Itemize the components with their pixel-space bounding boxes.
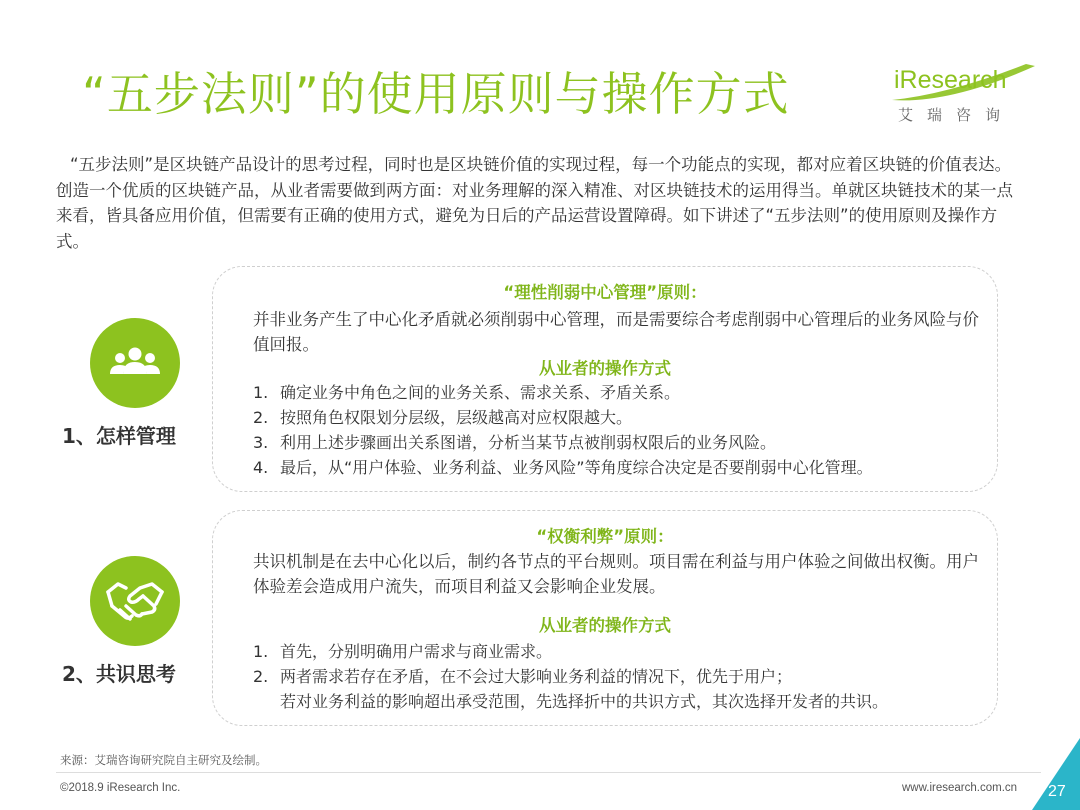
section-2-principle-title: “权衡利弊”原则： xyxy=(536,527,674,546)
logo-wordmark: iResearch xyxy=(894,66,1007,94)
section-1-ops-title: 从业者的操作方式 xyxy=(539,359,671,378)
source-note: 来源：艾瑞咨询研究院自主研究及绘制。 xyxy=(60,753,267,767)
section-2-ops-title: 从业者的操作方式 xyxy=(539,616,671,635)
section-2-steps xyxy=(253,639,983,714)
section-2-panel xyxy=(212,510,998,726)
intro-paragraph: “五步法则”是区块链产品设计的思考过程，同时也是区块链价值的实现过程，每一个功能点的实现，都对应着区块链的价值表达。创造一个优质的区块链产品，从业者需要做到两方面：对业务理解的深入精准、对区块链技术的运用得当。单就区块链技术的某一点来看，皆具备应用价值，但需要有正确的使用方式，避免为日后的产品运营设置障碍。如下讲述了“五步法则”的使用原则及操作方式。 xyxy=(56,155,1013,251)
list-item: 2. 按照角色权限划分层级，层级越高对应权限越大。 xyxy=(253,408,633,427)
iresearch-logo xyxy=(890,60,1040,130)
list-item: 3. 利用上述步骤画出关系图谱，分析当某节点被削弱权限后的业务风险。 xyxy=(253,433,777,452)
section-1-steps xyxy=(253,380,983,480)
page-number: 27 xyxy=(1048,783,1066,800)
section-2-label: 2、共识思考 xyxy=(62,662,176,686)
list-item-continuation: 若对业务利益的影响超出承受范围，先选择折中的共识方式，其次选择开发者的共识。 xyxy=(280,692,889,711)
list-item: 1. 首先，分别明确用户需求与商业需求。 xyxy=(253,642,553,661)
list-item: 2. 两者需求若存在矛盾，在不会过大影响业务利益的情况下，优先于用户； 若对业务利益的影响超出承受范围，先选择折中的共识方式，其次选择开发者的共识。 xyxy=(253,664,983,714)
footer-divider xyxy=(56,772,1041,773)
list-item: 4. 最后，从“用户体验、业务利益、业务风险”等角度综合决定是否要削弱中心化管理。 xyxy=(253,458,873,477)
page-title: “五步法则”的使用原则与操作方式 xyxy=(82,67,790,121)
section-1-principle-body: 并非业务产生了中心化矛盾就必须削弱中心管理，而是需要综合考虑削弱中心管理后的业务风险与价值回报。 xyxy=(253,310,979,354)
copyright: ©2018.9 iResearch Inc. xyxy=(60,782,181,794)
section-1-icon-circle xyxy=(90,318,180,408)
logo-subtitle: 艾瑞咨询 xyxy=(898,106,1015,124)
people-group-icon xyxy=(90,318,180,408)
handshake-icon xyxy=(90,556,180,646)
section-2-icon-circle xyxy=(90,556,180,646)
website-link[interactable]: www.iresearch.com.cn xyxy=(902,782,1018,794)
section-2-principle-body: 共识机制是在去中心化以后，制约各节点的平台规则。项目需在利益与用户体验之间做出权衡。用户体验差会造成用户流失，而项目利益又会影响企业发展。 xyxy=(253,552,979,596)
section-1-panel xyxy=(212,266,998,492)
list-item: 1. 确定业务中角色之间的业务关系、需求关系、矛盾关系。 xyxy=(253,383,681,402)
section-1-label: 1、怎样管理 xyxy=(62,424,176,448)
section-1-principle-title: “理性削弱中心管理”原则： xyxy=(503,283,707,302)
